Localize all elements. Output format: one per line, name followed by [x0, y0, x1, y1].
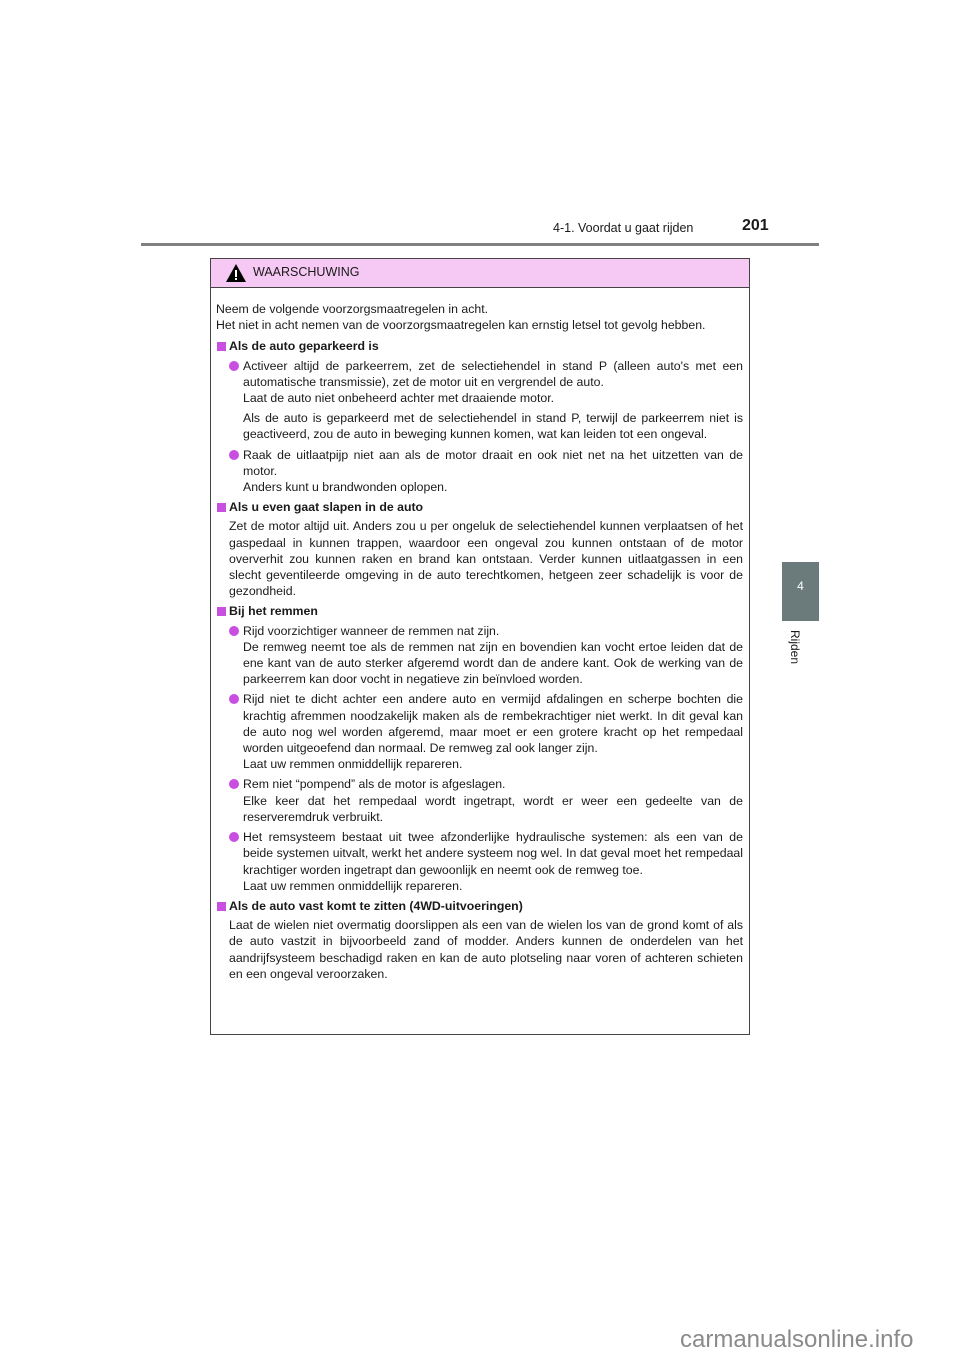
- bullet-line: Rijd voorzichtiger wanneer de remmen nat zijn.: [243, 623, 500, 638]
- section-text: Laat de wielen niet overmatig doorslippen als een van de wielen los van de grond komt of als de auto vastzit in bijvoorbeeld zand of modder. Anders kunnen de onderdelen van het aandrijfsysteem beschadigd raken en kan de auto plotseling naar voren of achteren schieten en een ongeval veroorzaken.: [229, 918, 743, 981]
- chapter-tab-label: Rijden: [788, 630, 802, 665]
- warning-content: [211, 288, 749, 982]
- bullet-item: [216, 447, 743, 496]
- section-heading: Als de auto geparkeerd is: [216, 338, 743, 354]
- bullet-item: [216, 691, 743, 772]
- bullet-line: Laat de auto niet onbeheerd achter met draaiende motor.: [243, 391, 555, 406]
- section-heading: Als u even gaat slapen in de auto: [216, 499, 743, 515]
- intro-line: Het niet in acht nemen van de voorzorgsmaatregelen kan ernstig letsel tot gevolg hebben.: [216, 318, 706, 333]
- section-heading: Als de auto vast komt te zitten (4WD-uitvoeringen): [216, 898, 743, 914]
- bullet-line: Rem niet “pompend” als de motor is afgeslagen.: [243, 777, 506, 792]
- warning-header: [211, 259, 749, 288]
- bullet-line: Elke keer dat het rempedaal wordt ingetrapt, wordt er weer een gedeelte van de reserveremdruk verbruikt.: [243, 793, 743, 824]
- bullet-item: [216, 623, 743, 688]
- bullet-item: [216, 358, 743, 407]
- bullet-line: Activeer altijd de parkeerrem, zet de selectiehendel in stand P (alleen auto's met een automatische transmissie), zet de motor uit en vergrendel de auto.: [243, 358, 743, 389]
- section-title: 4-1. Voordat u gaat rijden: [553, 221, 694, 235]
- section-text: Zet de motor altijd uit. Anders zou u per ongeluk de selectiehendel kunnen verplaatsen of het gaspedaal in kunnen trappen, waardoor een ongeval zou kunnen ontstaan of de motor oververhit zou kunnen raken en brand kan ontstaan. Verder kunnen uitlaatgassen in een slecht geventileerde omgeving in de auto terechtkomen, hetgeen zeer schadelijk is voor de gezondheid.: [229, 519, 743, 599]
- bullet-item: [216, 829, 743, 894]
- intro-line: Neem de volgende voorzorgsmaatregelen in acht.: [216, 302, 489, 316]
- bullet-line: Anders kunt u brandwonden oplopen.: [243, 480, 448, 495]
- bullet-line: De remweg neemt toe als de remmen nat zijn en bovendien kan vocht ertoe leiden dat de ene kant van de auto sterker afgeremd wordt dan de andere kant. Ook de werking van de parkeerrem kan door vocht in negatieve zin beïnvloed worden.: [243, 639, 743, 687]
- warning-triangle-icon: [225, 263, 247, 283]
- bullet-line: Raak de uitlaatpijp niet aan als de motor draait en ook niet net na het uitzetten van de motor.: [243, 447, 743, 478]
- chapter-tab[interactable]: 4: [782, 562, 819, 621]
- warning-title: WAARSCHUWING: [253, 265, 360, 279]
- bullet-line: Het remsysteem bestaat uit twee afzonderlijke hydraulische systemen: als een van de beide systemen uitvalt, werkt het andere systeem nog wel. In dat geval moet het rempedaal krachtiger worden ingetrapt dan gewoonlijk en neemt ook de remweg toe.: [243, 830, 743, 877]
- page-number: 201: [742, 217, 769, 234]
- section-heading: Bij het remmen: [216, 603, 743, 619]
- bullet-line: Laat uw remmen onmiddellijk repareren.: [243, 757, 463, 772]
- header-divider: [141, 243, 819, 246]
- warning-intro: [216, 301, 743, 333]
- bullet-line: Rijd niet te dicht achter een andere auto en vermijd afdalingen en scherpe bochten die krachtig afremmen noodzakelijk maken als de rembekrachtiger niet werkt. In dit geval kan de auto nog wel worden afgeremd, maar moet er een grotere kracht op het rempedaal worden uitgeoefend dan normaal. De remweg zal ook langer zijn.: [243, 692, 743, 756]
- bullet-item: [216, 776, 743, 825]
- bullet-line: Laat uw remmen onmiddellijk repareren.: [243, 878, 463, 893]
- warning-box: [210, 258, 750, 1035]
- bullet-extra: Als de auto is geparkeerd met de selectiehendel in stand P, terwijl de parkeerrem niet is geactiveerd, zou de auto in beweging kunnen komen, wat kan leiden tot een ongeval.: [243, 411, 743, 442]
- watermark: carmanualsonline.info: [680, 1326, 914, 1353]
